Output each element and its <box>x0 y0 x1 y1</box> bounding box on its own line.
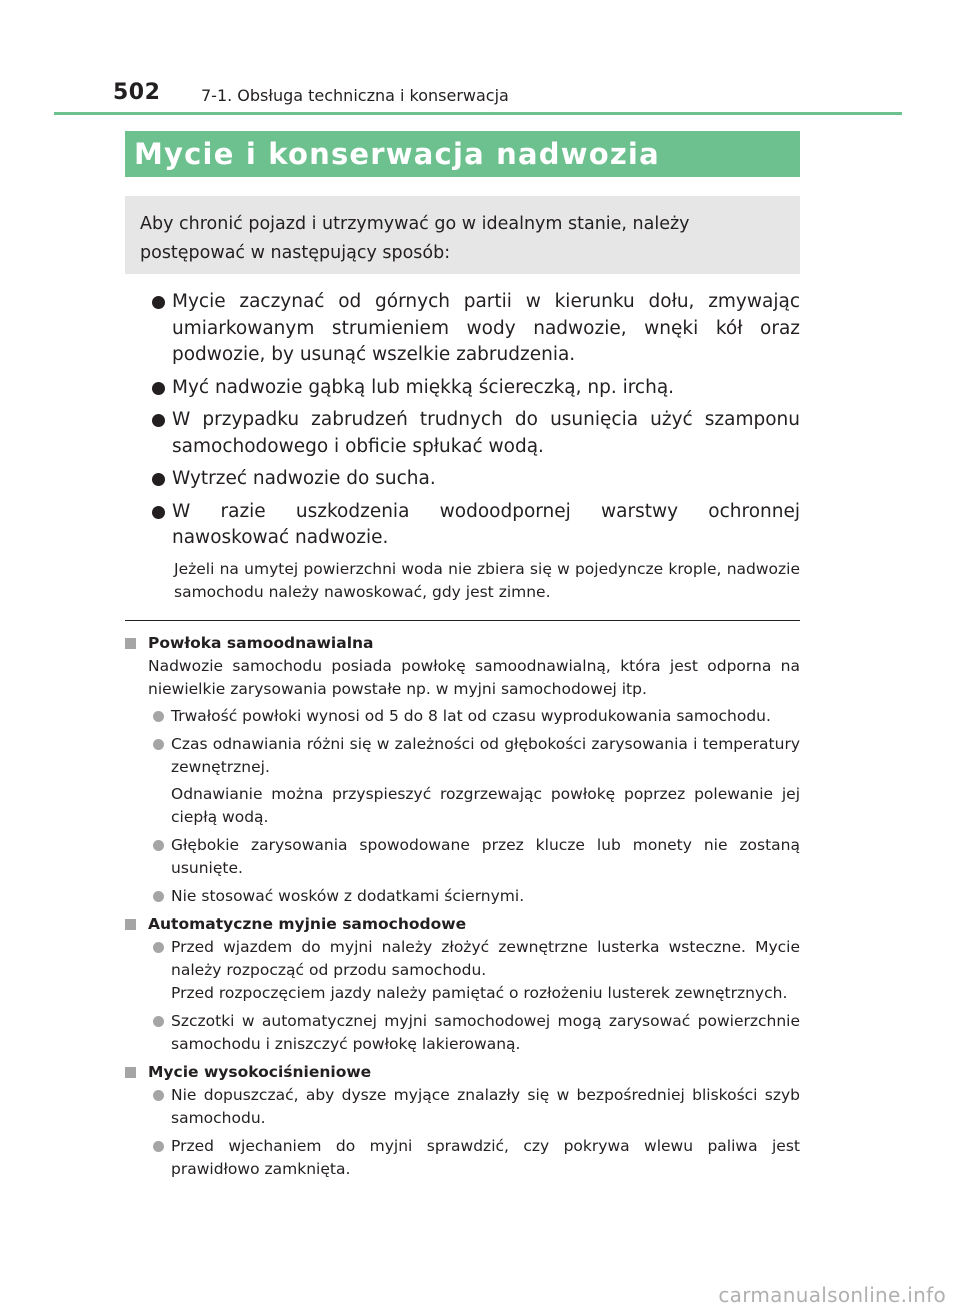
circle-bullet-icon <box>153 891 164 902</box>
main-list-item <box>152 375 800 402</box>
note-item-text: Głębokie zarysowania spowodowane przez klucze lub monety nie zostaną usunięte. <box>171 836 800 877</box>
bullet-dot-icon <box>152 414 165 427</box>
chapter-title: 7-1. Obsługa techniczna i konserwacja <box>201 86 509 105</box>
square-bullet-icon <box>125 1067 136 1078</box>
note-item-text: Przed wjazdem do myjni należy złożyć zewnętrzne lusterka wsteczne. Mycie należy rozpocząć od przodu samochodu. <box>171 938 800 979</box>
section-title: Mycie i konserwacja nadwozia <box>134 137 660 171</box>
note-list-item <box>125 1084 800 1130</box>
divider <box>125 620 800 621</box>
main-list-item <box>152 466 800 493</box>
circle-bullet-icon <box>153 840 164 851</box>
main-list <box>152 289 800 610</box>
note-item-extra: Przed rozpoczęciem jazdy należy pamiętać o rozłożeniu lusterek zewnętrznych. <box>171 984 788 1002</box>
heading-text: Automatyczne myjnie samochodowe <box>148 915 467 933</box>
square-bullet-icon <box>125 919 136 930</box>
note-item-text: Przed wjechaniem do myjni sprawdzić, czy pokrywa wlewu paliwa jest prawidłowo zamknięta. <box>171 1137 800 1178</box>
circle-bullet-icon <box>153 739 164 750</box>
note-item-text: Czas odnawiania różni się w zależności od głębokości zarysowania i temperatury zewnętrznej. <box>171 735 800 776</box>
heading-text: Mycie wysokociśnieniowe <box>148 1063 372 1081</box>
note-list-item <box>125 705 800 728</box>
main-list-item <box>152 407 800 460</box>
note-section-body: Nadwozie samochodu posiada powłokę samoodnawialną, która jest odporna na niewielkie zarysowania powstałe np. w myjni samochodowej itp. <box>148 657 800 698</box>
note-section <box>125 1061 800 1181</box>
main-list-item <box>152 289 800 369</box>
page-number: 502 <box>113 80 161 105</box>
main-item-text: Myć nadwozie gąbką lub miękką ściereczką, np. irchą. <box>172 376 675 398</box>
main-item-note: Jeżeli na umytej powierzchni woda nie zbiera się w pojedyncze krople, nadwozie samochodu należy nawoskować, gdy jest zimne. <box>174 559 800 601</box>
note-list-item <box>125 1010 800 1056</box>
bullet-dot-icon <box>152 506 165 519</box>
note-item-text: Nie dopuszczać, aby dysze myjące znalazły się w bezpośredniej bliskości szyb samochodu. <box>171 1086 800 1127</box>
intro-box: Aby chronić pojazd i utrzymywać go w idealnym stanie, należy postępować w następujący sposób: <box>125 196 800 274</box>
note-list-item <box>125 1135 800 1181</box>
note-section-heading <box>125 632 800 655</box>
main-item-text: Wytrzeć nadwozie do sucha. <box>172 468 436 489</box>
bullet-dot-icon <box>152 382 165 395</box>
note-item-text: Trwałość powłoki wynosi od 5 do 8 lat od czasu wyprodukowania samochodu. <box>171 707 771 725</box>
section-title-bar <box>125 131 800 177</box>
note-list-item <box>125 834 800 880</box>
main-item-text: Mycie zaczynać od górnych partii w kierunku dołu, zmywając umiarkowanym strumieniem wody nadwozie, wnęki kół oraz podwozie, by usunąć wszelkie zabrudzenia. <box>172 291 800 365</box>
note-section-heading <box>125 1061 800 1084</box>
notes-section <box>125 632 800 1186</box>
note-section <box>125 913 800 1056</box>
page-header <box>0 0 960 118</box>
note-item-text: Szczotki w automatycznej myjni samochodowej mogą zarysować powierzchnie samochodu i zniszczyć powłokę lakierowaną. <box>171 1012 800 1053</box>
circle-bullet-icon <box>153 1090 164 1101</box>
note-section <box>125 632 800 908</box>
note-section-heading <box>125 913 800 936</box>
heading-text: Powłoka samoodnawialna <box>148 634 374 652</box>
note-item-text: Nie stosować wosków z dodatkami ściernymi. <box>171 887 525 905</box>
main-item-text: W razie uszkodzenia wodoodpornej warstwy ochronnej nawoskować nadwozie. <box>172 500 800 548</box>
circle-bullet-icon <box>153 1141 164 1152</box>
note-list-item <box>125 936 800 1005</box>
note-list-item <box>125 885 800 908</box>
circle-bullet-icon <box>153 1016 164 1027</box>
header-rule <box>54 112 902 115</box>
circle-bullet-icon <box>153 711 164 722</box>
circle-bullet-icon <box>153 942 164 953</box>
bullet-dot-icon <box>152 296 165 309</box>
note-item-extra: Odnawianie można przyspieszyć rozgrzewając powłokę poprzez polewanie jej ciepłą wodą. <box>171 785 800 826</box>
square-bullet-icon <box>125 638 136 649</box>
main-list-item <box>152 499 800 604</box>
bullet-dot-icon <box>152 473 165 486</box>
note-list-item <box>125 733 800 829</box>
main-item-text: W przypadku zabrudzeń trudnych do usunięcia użyć szamponu samochodowego i obficie spłukać wodą. <box>172 409 800 457</box>
watermark: carmanualsonline.info <box>718 1283 946 1307</box>
